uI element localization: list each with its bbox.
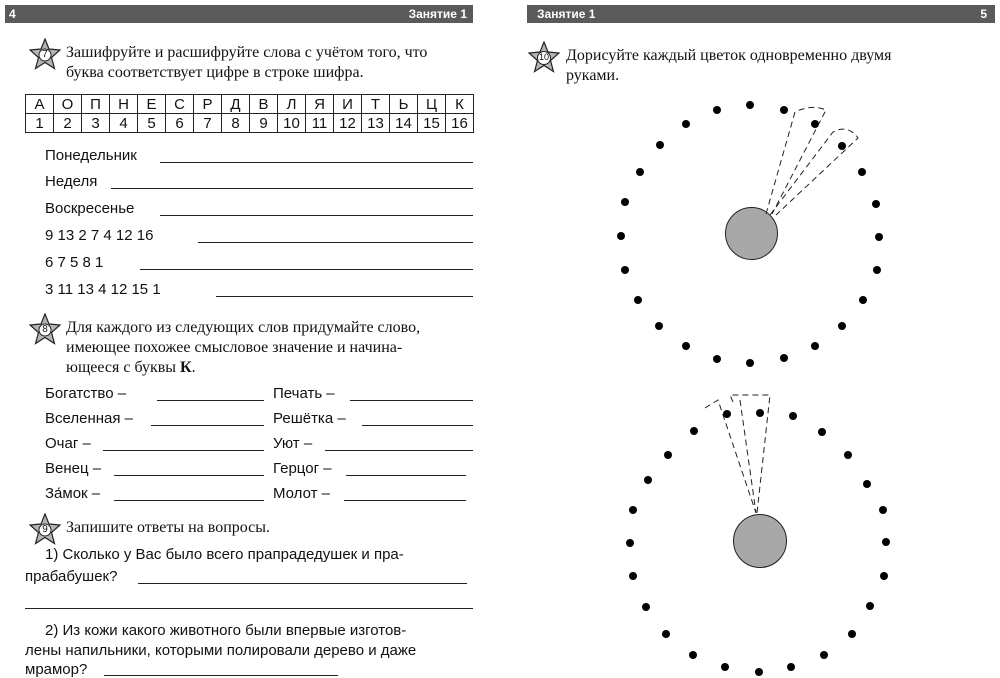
right-page-number: 5 <box>980 7 987 21</box>
cipher-digit-cell: 16 <box>446 114 474 133</box>
dot <box>844 451 852 459</box>
task-10-number: 10 <box>538 52 549 62</box>
cipher-letter-cell: Т <box>362 95 390 114</box>
task7-item-3: Воскресенье <box>45 200 135 217</box>
cipher-letter-cell: И <box>334 95 362 114</box>
q2-line3: мрамор? <box>25 661 88 678</box>
cipher-letter-cell: Р <box>194 95 222 114</box>
cipher-letter-cell: Л <box>278 95 306 114</box>
dot <box>644 476 652 484</box>
cipher-digit-cell: 8 <box>222 114 250 133</box>
task8-left-word-1: Богатство – <box>45 385 127 402</box>
dot <box>820 651 828 659</box>
cipher-letter-cell: Ц <box>418 95 446 114</box>
dot <box>629 506 637 514</box>
cipher-digit-cell: 15 <box>418 114 446 133</box>
dot <box>662 630 670 638</box>
dot <box>626 539 634 547</box>
dot <box>723 410 731 418</box>
cipher-digit-cell: 7 <box>194 114 222 133</box>
task8-left-word-3: Очаг – <box>45 435 91 452</box>
flower-2-pistil <box>733 514 787 568</box>
cipher-letter-cell: В <box>250 95 278 114</box>
cipher-digit-cell: 12 <box>334 114 362 133</box>
cipher-letter-cell: Д <box>222 95 250 114</box>
task8-left-word-5: За́мок – <box>45 485 101 502</box>
task7-item-1: Понедельник <box>45 147 137 164</box>
task-8-line3-letter: К <box>180 359 192 376</box>
task-8-text-line1: Для каждого из следующих слов придумайте слово, <box>66 319 421 336</box>
dot <box>879 506 887 514</box>
task-9-number: 9 <box>42 524 48 535</box>
dot <box>848 630 856 638</box>
dot <box>755 668 763 676</box>
cipher-digit-cell: 9 <box>250 114 278 133</box>
cipher-digit-cell: 3 <box>82 114 110 133</box>
cipher-letter-cell: О <box>54 95 82 114</box>
dot <box>721 663 729 671</box>
task8-right-word-4: Герцог – <box>273 460 332 477</box>
cipher-letter-cell: Я <box>306 95 334 114</box>
task-10-text-line2: руками. <box>566 67 620 84</box>
dot <box>882 538 890 546</box>
dot <box>863 480 871 488</box>
cipher-digit-cell: 13 <box>362 114 390 133</box>
q1-line1: 1) Сколько у Вас было всего прапрадедушек и пра- <box>45 546 404 563</box>
task-8-line3-suffix: . <box>191 359 196 376</box>
cipher-letter-cell: П <box>82 95 110 114</box>
cipher-letter-cell: Н <box>110 95 138 114</box>
cipher-digit-cell: 10 <box>278 114 306 133</box>
task8-left-word-2: Вселенная – <box>45 410 133 427</box>
left-page-number: 4 <box>9 7 16 21</box>
task-8-text-line2: имеющее похожее смысловое значение и начина- <box>66 339 403 356</box>
dot <box>629 572 637 580</box>
task-8-number: 8 <box>42 324 48 335</box>
task8-right-word-5: Молот – <box>273 485 330 502</box>
task8-right-word-1: Печать – <box>273 385 335 402</box>
task-7-text-line2: буква соответствует цифре в строке шифра. <box>66 64 364 81</box>
task7-item-2: Неделя <box>45 173 98 190</box>
q2-line2: лены напильники, которыми полировали дерево и даже <box>25 642 417 659</box>
cipher-letter-cell: С <box>166 95 194 114</box>
cipher-digit-cell: 11 <box>306 114 334 133</box>
task7-item-6: 3 11 13 4 12 15 1 <box>45 281 161 298</box>
cipher-digit-cell: 6 <box>166 114 194 133</box>
task8-left-word-4: Венец – <box>45 460 102 477</box>
dot <box>880 572 888 580</box>
dot <box>866 602 874 610</box>
dot <box>689 651 697 659</box>
cipher-digit-cell: 2 <box>54 114 82 133</box>
task8-right-word-2: Решётка – <box>273 410 346 427</box>
cipher-digit-cell: 14 <box>390 114 418 133</box>
dot <box>787 663 795 671</box>
task-10-text-line1: Дорисуйте каждый цветок одновременно двумя <box>566 47 892 64</box>
task-7-text-line1: Зашифруйте и расшифруйте слова с учётом того, что <box>66 44 428 61</box>
cipher-digit-cell: 5 <box>138 114 166 133</box>
cipher-digit-cell: 1 <box>26 114 54 133</box>
q2-line1: 2) Из кожи какого животного были впервые изготов- <box>45 622 407 639</box>
dot <box>789 412 797 420</box>
dot <box>690 427 698 435</box>
cipher-letter-cell: Е <box>138 95 166 114</box>
cipher-letter-cell: А <box>26 95 54 114</box>
task8-right-word-3: Уют – <box>273 435 313 452</box>
task-9-text: Запишите ответы на вопросы. <box>66 519 271 536</box>
task-7-number: 7 <box>42 49 48 60</box>
cipher-letter-cell: Ь <box>390 95 418 114</box>
task-8-line3-prefix: ющееся с буквы <box>66 359 181 376</box>
cipher-digit-cell: 4 <box>110 114 138 133</box>
right-header-title: Занятие 1 <box>537 7 596 21</box>
q1-line2: прабабушек? <box>25 568 118 585</box>
cipher-letter-cell: К <box>446 95 474 114</box>
task7-item-5: 6 7 5 8 1 <box>45 254 104 271</box>
dot <box>642 603 650 611</box>
left-header-title: Занятие 1 <box>408 7 467 21</box>
dot <box>818 428 826 436</box>
task7-item-4: 9 13 2 7 4 12 16 <box>45 227 154 244</box>
dot <box>756 409 764 417</box>
dot <box>664 451 672 459</box>
